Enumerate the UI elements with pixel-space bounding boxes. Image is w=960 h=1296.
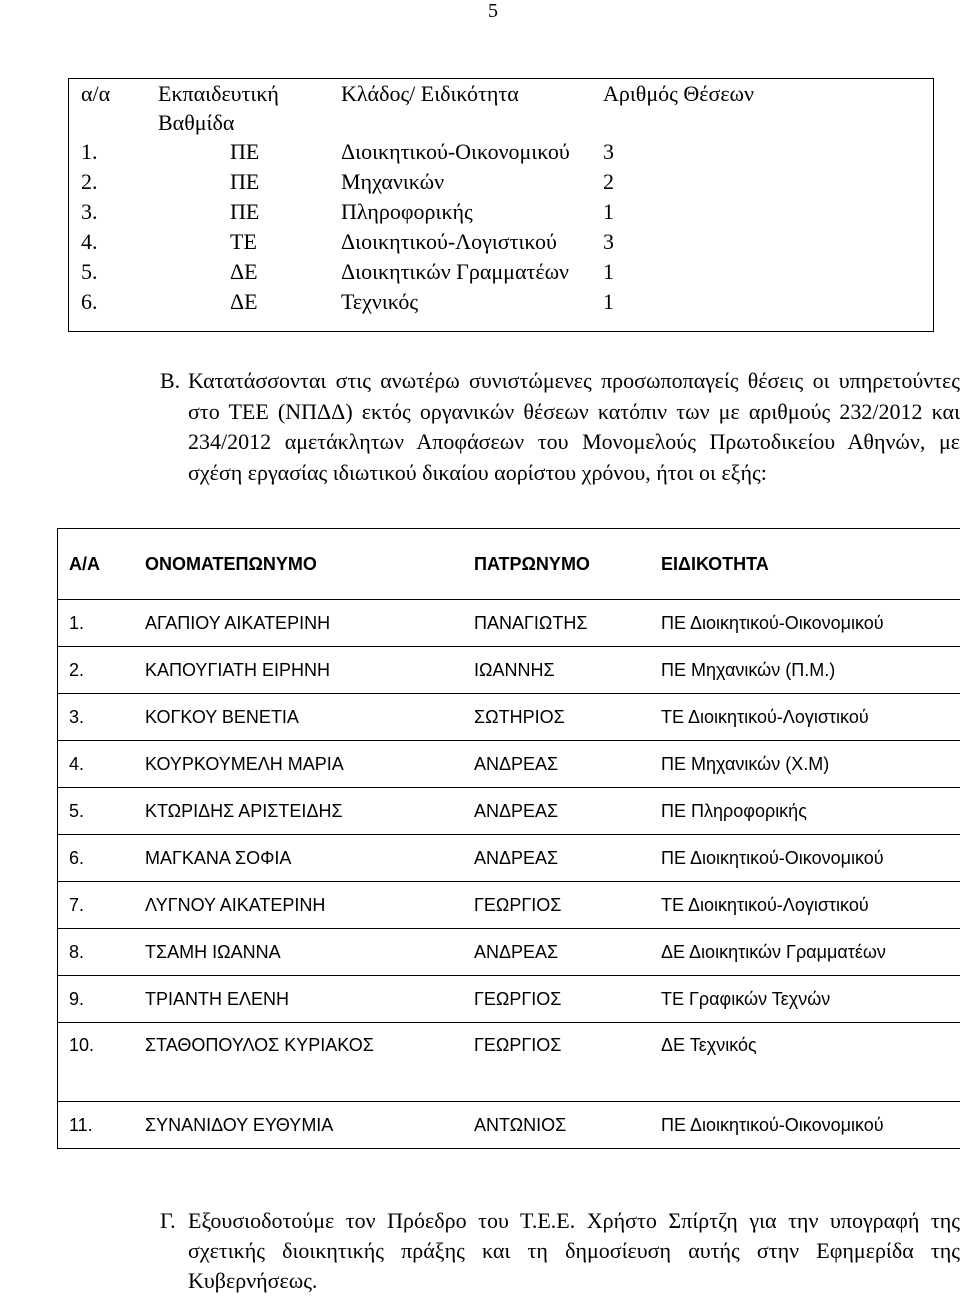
row-father: ΑΝΔΡΕΑΣ <box>474 788 661 835</box>
row-aa: 1. <box>69 137 159 167</box>
header-level <box>158 79 341 138</box>
row-specialty: ΤΕ Διοικητικού-Λογιστικού <box>661 882 960 929</box>
table-row <box>69 257 934 287</box>
section-b-marker: Β. <box>160 366 180 397</box>
row-father: ΓΕΩΡΓΙΟΣ <box>474 882 661 929</box>
row-level: ΤΕ <box>158 227 341 257</box>
table-row <box>58 929 960 976</box>
row-specialty: ΠΕ Μηχανικών (Π.Μ.) <box>661 647 960 694</box>
row-father: ΣΩΤΗΡΙΟΣ <box>474 694 661 741</box>
page-number: 5 <box>488 0 498 23</box>
row-name: ΚΤΩΡΙΔΗΣ ΑΡΙΣΤΕΙΔΗΣ <box>145 788 474 835</box>
row-level: ΔΕ <box>158 257 341 287</box>
table-row <box>58 835 960 882</box>
row-aa: 3. <box>58 694 146 741</box>
row-aa: 1. <box>58 600 146 647</box>
section-b-text: Κατατάσσονται στις ανωτέρω συνιστώμενες προσωποπαγείς θέσεις οι υπηρετούντες στο ΤΕΕ (ΝΠΔΔ) εκτός οργανικών θέσεων κατόπιν των με αριθμούς 232/2012 και 234/2012 αμετάκλητων Αποφάσεων του Μονομελούς Πρωτοδικείου Αθηνών, με σχέση εργασίας ιδιωτικού δικαίου αορίστου χρόνου, ήτοι οι εξής: <box>188 366 960 488</box>
table-row <box>69 227 934 257</box>
table-row <box>69 167 934 197</box>
row-specialty: ΤΕ Γραφικών Τεχνών <box>661 976 960 1023</box>
row-branch: Μηχανικών <box>341 167 603 197</box>
row-father: ΓΕΩΡΓΙΟΣ <box>474 976 661 1023</box>
row-father: ΑΝΔΡΕΑΣ <box>474 835 661 882</box>
row-aa: 8. <box>58 929 146 976</box>
positions-table-header <box>69 79 934 138</box>
table-row <box>58 647 960 694</box>
header-aa: α/α <box>69 79 159 138</box>
section-c-text: Εξουσιοδοτούμε τον Πρόεδρο του Τ.Ε.Ε. Χρήστο Σπίρτζη για την υπογραφή της σχετικής διοικητικής πράξης και τη δημοσίευση αυτής στην Εφημερίδα της Κυβερνήσεως. <box>188 1206 960 1296</box>
row-specialty: ΠΕ Πληροφορικής <box>661 788 960 835</box>
row-name: ΤΣΑΜΗ ΙΩΑΝΝΑ <box>145 929 474 976</box>
header-name: ΟΝΟΜΑΤΕΠΩΝΥΜΟ <box>145 529 474 600</box>
row-level: ΠΕ <box>158 137 341 167</box>
row-specialty: ΠΕ Διοικητικού-Οικονομικού <box>661 1102 960 1149</box>
row-count: 3 <box>603 137 934 167</box>
row-branch: Διοικητικού-Οικονομικού <box>341 137 603 167</box>
staff-table <box>57 528 960 1149</box>
row-level: ΔΕ <box>158 287 341 332</box>
row-count: 1 <box>603 257 934 287</box>
row-count: 3 <box>603 227 934 257</box>
table-row <box>58 694 960 741</box>
row-father: ΠΑΝΑΓΙΩΤΗΣ <box>474 600 661 647</box>
table-row <box>58 1102 960 1149</box>
row-father: ΙΩΑΝΝΗΣ <box>474 647 661 694</box>
table-row <box>69 137 934 167</box>
row-aa: 6. <box>58 835 146 882</box>
header-level-line2: Βαθμίδα <box>158 108 341 137</box>
header-count: Αριθμός Θέσεων <box>603 79 934 138</box>
table-row <box>58 788 960 835</box>
row-specialty: ΔΕ Τεχνικός <box>661 1023 960 1102</box>
row-aa: 5. <box>58 788 146 835</box>
table-row <box>69 287 934 332</box>
table-row <box>58 600 960 647</box>
section-b <box>160 366 960 488</box>
staff-table-header <box>58 529 960 600</box>
row-count: 2 <box>603 167 934 197</box>
row-father: ΑΝΤΩΝΙΟΣ <box>474 1102 661 1149</box>
row-specialty: ΔΕ Διοικητικών Γραμματέων <box>661 929 960 976</box>
header-father: ΠΑΤΡΩΝΥΜΟ <box>474 529 661 600</box>
row-name: ΜΑΓΚΑΝΑ ΣΟΦΙΑ <box>145 835 474 882</box>
row-name: ΑΓΑΠΙΟΥ ΑΙΚΑΤΕΡΙΝΗ <box>145 600 474 647</box>
row-name: ΤΡΙΑΝΤΗ ΕΛΕΝΗ <box>145 976 474 1023</box>
row-aa: 9. <box>58 976 146 1023</box>
row-specialty: ΠΕ Διοικητικού-Οικονομικού <box>661 600 960 647</box>
table-row <box>58 976 960 1023</box>
row-aa: 2. <box>58 647 146 694</box>
row-level: ΠΕ <box>158 197 341 227</box>
row-name: ΣΥΝΑΝΙΔΟΥ ΕΥΘΥΜΙΑ <box>145 1102 474 1149</box>
row-count: 1 <box>603 197 934 227</box>
row-aa: 4. <box>58 741 146 788</box>
row-aa: 3. <box>69 197 159 227</box>
positions-table <box>68 78 934 332</box>
table-row <box>69 197 934 227</box>
table-row <box>58 741 960 788</box>
row-aa: 2. <box>69 167 159 197</box>
row-name: ΣΤΑΘΟΠΟΥΛΟΣ ΚΥΡΙΑΚΟΣ <box>145 1023 474 1102</box>
table-row <box>58 882 960 929</box>
row-specialty: ΠΕ Μηχανικών (Χ.Μ) <box>661 741 960 788</box>
row-name: ΚΑΠΟΥΓΙΑΤΗ ΕΙΡΗΝΗ <box>145 647 474 694</box>
section-c <box>160 1206 960 1296</box>
row-name: ΛΥΓΝΟΥ ΑΙΚΑΤΕΡΙΝΗ <box>145 882 474 929</box>
row-aa: 7. <box>58 882 146 929</box>
row-specialty: ΤΕ Διοικητικού-Λογιστικού <box>661 694 960 741</box>
row-branch: Διοικητικού-Λογιστικού <box>341 227 603 257</box>
row-specialty: ΠΕ Διοικητικού-Οικονομικού <box>661 835 960 882</box>
section-c-marker: Γ. <box>160 1206 176 1236</box>
row-aa: 11. <box>58 1102 146 1149</box>
row-father: ΑΝΔΡΕΑΣ <box>474 741 661 788</box>
row-level: ΠΕ <box>158 167 341 197</box>
table-row <box>58 1023 960 1102</box>
row-branch: Διοικητικών Γραμματέων <box>341 257 603 287</box>
row-father: ΑΝΔΡΕΑΣ <box>474 929 661 976</box>
row-branch: Τεχνικός <box>341 287 603 332</box>
row-name: ΚΟΓΚΟΥ ΒΕΝΕΤΙΑ <box>145 694 474 741</box>
header-level-line1: Εκπαιδευτική <box>158 79 341 108</box>
row-name: ΚΟΥΡΚΟΥΜΕΛΗ ΜΑΡΙΑ <box>145 741 474 788</box>
header-branch: Κλάδος/ Ειδικότητα <box>341 79 603 138</box>
row-aa: 6. <box>69 287 159 332</box>
row-aa: 4. <box>69 227 159 257</box>
row-aa: 5. <box>69 257 159 287</box>
header-specialty: ΕΙΔΙΚΟΤΗΤΑ <box>661 529 960 600</box>
header-aa: Α/Α <box>58 529 146 600</box>
row-father: ΓΕΩΡΓΙΟΣ <box>474 1023 661 1102</box>
row-count: 1 <box>603 287 934 332</box>
row-branch: Πληροφορικής <box>341 197 603 227</box>
row-aa: 10. <box>58 1023 146 1102</box>
